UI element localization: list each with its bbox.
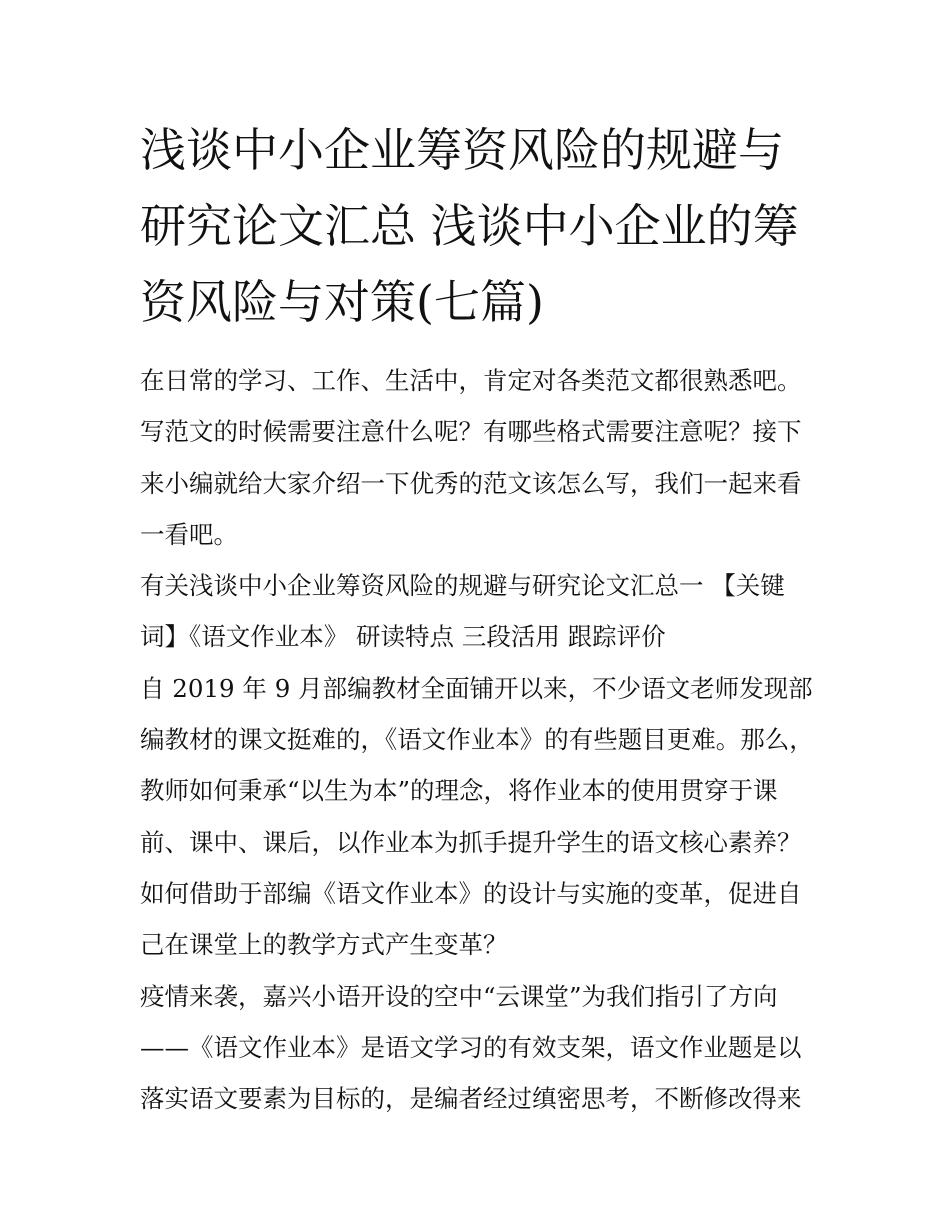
document-title: 浅谈中小企业筹资风险的规避与研究论文汇总 浅谈中小企业的筹资风险与对策(七篇) — [140, 123, 799, 329]
keywords-paragraph: 有关浅谈中小企业筹资风险的规避与研究论文汇总一 【关键词】《语文作业本》 研读特点 三段活用 跟踪评价 — [140, 571, 785, 652]
body-paragraph: 自 2019 年 9 月部编教材全面铺开以来，不少语文老师发现部编教材的课文挺难的，《语文作业本》的有些题目更难。那么，教师如何秉承“以生为本”的理念，将作业本的使用贯穿于课前、课中、课后，以作业本为抓手提升学生的语文核心素养？如何借助于部编《语文作业本》的设计与实施的变革，促进自己在课堂上的教学方式产生变革？ — [140, 673, 814, 960]
body-paragraph: 疫情来袭，嘉兴小语开设的空中“云课堂”为我们指引了方向——《语文作业本》是语文学习的有效支架，语文作业题是以落实语文要素为目标的，是编者经过缜密思考，不断修改得来 — [140, 981, 802, 1114]
document-body — [140, 355, 820, 1124]
intro-paragraph: 在日常的学习、工作、生活中，肯定对各类范文都很熟悉吧。写范文的时候需要注意什么呢？有哪些格式需要注意呢？接下来小编就给大家介绍一下优秀的范文该怎么写，我们一起来看一看吧。 — [140, 366, 802, 549]
